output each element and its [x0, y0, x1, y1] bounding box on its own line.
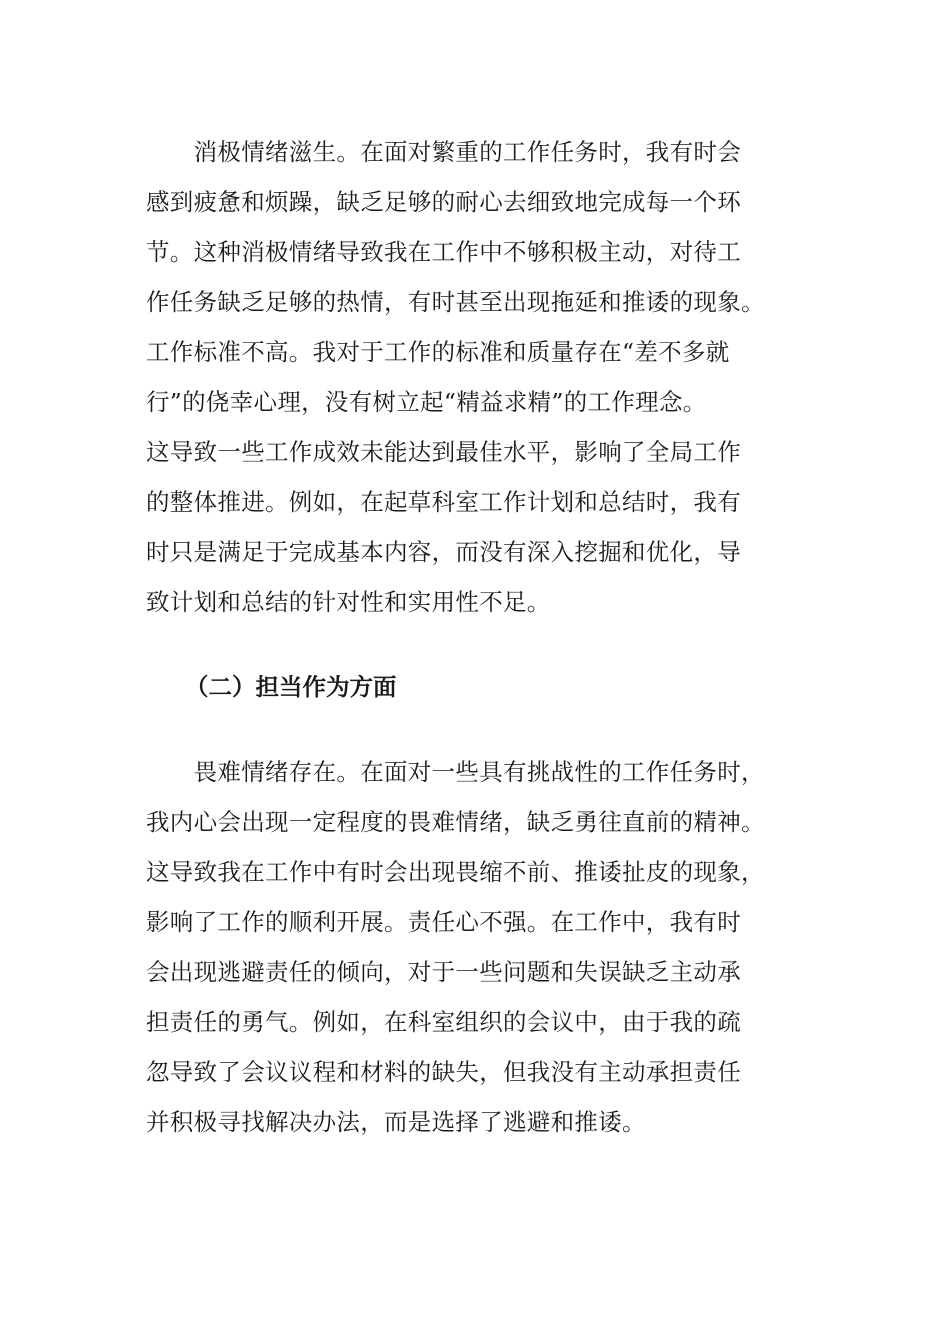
paragraph-line: 消极情绪滋生。在面对繁重的工作任务时，我有时会 [146, 138, 741, 166]
paragraph-line: 忽导致了会议议程和材料的缺失，但我没有主动承担责任 [146, 1058, 741, 1086]
paragraph-line: 我内心会出现一定程度的畏难情绪，缺乏勇往直前的精神。 [146, 808, 765, 836]
paragraph-line: 这导致我在工作中有时会出现畏缩不前、推诿扯皮的现象， [146, 858, 765, 886]
paragraph-line: 畏难情绪存在。在面对一些具有挑战性的工作任务时， [146, 758, 765, 786]
paragraph-line: 担责任的勇气。例如，在科室组织的会议中，由于我的疏 [146, 1008, 741, 1036]
paragraph-line: 的整体推进。例如，在起草科室工作计划和总结时，我有 [146, 488, 741, 516]
paragraph-fear-of-difficulty [146, 747, 806, 1147]
paragraph-line: 作任务缺乏足够的热情，有时甚至出现拖延和推诿的现象。 [146, 288, 765, 316]
paragraph-line: 节。这种消极情绪导致我在工作中不够积极主动，对待工 [146, 238, 741, 266]
paragraph-line: 这导致一些工作成效未能达到最佳水平，影响了全局工作 [146, 438, 741, 466]
section-heading-responsibility: （二）担当作为方面 [185, 673, 397, 701]
paragraph-line: 行”的侥幸心理，没有树立起“精益求精”的工作理念。 [146, 388, 707, 416]
paragraph-line: 工作标准不高。我对于工作的标准和质量存在“差不多就 [146, 338, 730, 366]
paragraph-line: 致计划和总结的针对性和实用性不足。 [146, 588, 551, 616]
paragraph-line: 影响了工作的顺利开展。责任心不强。在工作中，我有时 [146, 908, 741, 936]
paragraph-negative-emotions [146, 127, 806, 627]
paragraph-line: 并积极寻找解决办法，而是选择了逃避和推诿。 [146, 1108, 646, 1136]
paragraph-line: 时只是满足于完成基本内容，而没有深入挖掘和优化，导 [146, 538, 741, 566]
paragraph-line: 感到疲惫和烦躁，缺乏足够的耐心去细致地完成每一个环 [146, 188, 741, 216]
paragraph-line: 会出现逃避责任的倾向，对于一些问题和失误缺乏主动承 [146, 958, 741, 986]
